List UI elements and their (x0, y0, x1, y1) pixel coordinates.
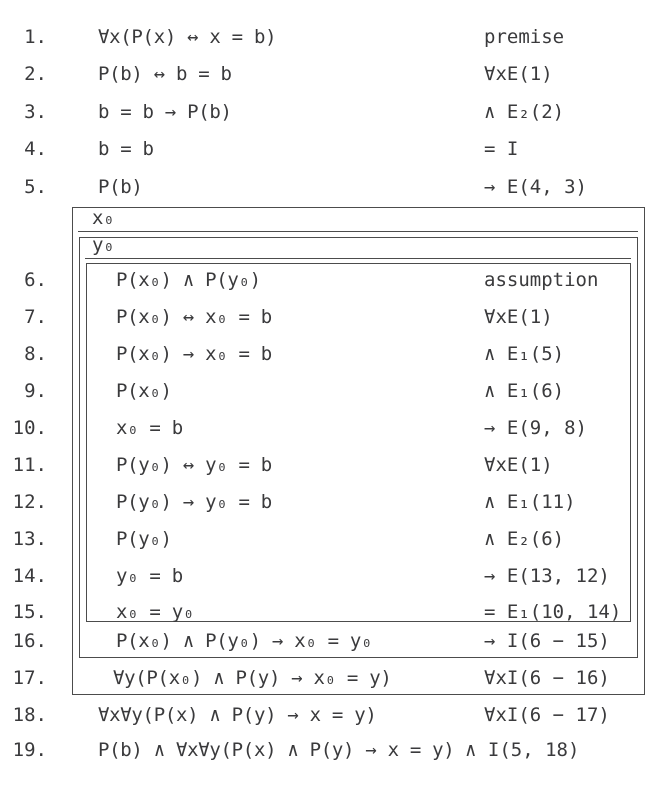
justification: ∀xE(1) (484, 305, 553, 328)
proof-row (0, 659, 666, 696)
formula: x₀ = y₀ (116, 600, 194, 623)
formula: ∀x∀y(P(x) ∧ P(y) → x = y) (98, 703, 377, 726)
line-number: 8. (24, 342, 47, 365)
justification: → E(9, 8) (484, 416, 587, 439)
formula: P(y₀) ↔ y₀ = b (116, 453, 272, 476)
line-number: 4. (24, 138, 47, 160)
formula: P(y₀) → y₀ = b (116, 490, 272, 513)
formula: P(x₀) ∧ P(y₀) (116, 268, 261, 291)
justification: ∧ I(5, 18) (465, 738, 580, 761)
proof-row (0, 557, 666, 594)
line-number: 12. (12, 490, 47, 513)
justification: = I (484, 138, 519, 160)
justification: → I(6 − 15) (484, 629, 610, 652)
proof-row (0, 409, 666, 446)
flag-label-y0 (92, 232, 114, 258)
proof-row (0, 520, 666, 557)
line-number: 19. (12, 738, 47, 761)
proof-row (0, 696, 666, 733)
justification: ∧ E₁(11) (484, 490, 576, 513)
proof-row (0, 56, 666, 93)
line-number: 9. (24, 379, 47, 402)
proof-row (0, 335, 666, 372)
formula: P(x₀) (116, 379, 172, 402)
line-number: 2. (24, 63, 47, 85)
justification: → E(4, 3) (484, 175, 587, 198)
justification: ∧ E₁(5) (484, 342, 565, 365)
proof-row (0, 483, 666, 520)
formula: P(b) ∧ ∀x∀y(P(x) ∧ P(y) → x = y) (98, 738, 455, 761)
formula: x₀ = b (116, 416, 183, 439)
line-number: 13. (12, 527, 47, 550)
proof-row (0, 731, 666, 768)
justification: ∀xE(1) (484, 453, 553, 476)
flag-underline-x0 (78, 231, 638, 232)
formula: P(x₀) ↔ x₀ = b (116, 305, 272, 328)
justification: ∀xI(6 − 16) (484, 666, 610, 689)
formula: P(x₀) → x₀ = b (116, 342, 272, 365)
justification: premise (484, 25, 565, 48)
proof-row (0, 261, 666, 298)
proof-row (0, 18, 666, 55)
justification: ∧ E₁(6) (484, 379, 565, 402)
justification: ∀xI(6 − 17) (484, 703, 610, 726)
justification: ∧ E₂(6) (484, 527, 565, 550)
line-number: 18. (12, 703, 47, 726)
line-number: 1. (24, 25, 47, 48)
line-number: 10. (12, 416, 47, 439)
proof-row (0, 93, 666, 130)
formula: b = b (98, 138, 154, 160)
justification: ∧ E₂(2) (484, 100, 565, 123)
line-number: 14. (12, 564, 47, 587)
flag-underline-y0 (85, 258, 631, 259)
flag-y0-text: y₀ (92, 234, 115, 256)
formula: ∀y(P(x₀) ∧ P(y) → x₀ = y) (113, 666, 392, 689)
line-number: 11. (12, 453, 47, 476)
justification: assumption (484, 268, 599, 291)
justification: → E(13, 12) (484, 564, 610, 587)
line-number: 6. (24, 268, 47, 291)
justification: ∀xE(1) (484, 63, 553, 85)
line-number: 7. (24, 305, 47, 328)
formula: P(b) ↔ b = b (98, 63, 232, 85)
justification: = E₁(10, 14) (484, 600, 622, 623)
proof-row (0, 298, 666, 335)
line-number: 16. (12, 629, 47, 652)
flag-x0-text: x₀ (92, 207, 115, 229)
line-number: 5. (24, 175, 47, 198)
line-number: 17. (12, 666, 47, 689)
line-number: 15. (12, 600, 47, 623)
proof-row (0, 622, 666, 659)
formula: ∀x(P(x) ↔ x = b) (98, 25, 277, 48)
line-number: 3. (24, 100, 47, 123)
formula: y₀ = b (116, 564, 183, 587)
proof-row (0, 168, 666, 205)
proof-row (0, 131, 666, 168)
formula: P(b) (98, 175, 143, 198)
proof-row (0, 446, 666, 483)
flag-label-x0 (92, 205, 114, 231)
formula: P(y₀) (116, 527, 172, 550)
formula: b = b → P(b) (98, 100, 232, 123)
proof-row (0, 372, 666, 409)
formula: P(x₀) ∧ P(y₀) → x₀ = y₀ (116, 629, 373, 652)
